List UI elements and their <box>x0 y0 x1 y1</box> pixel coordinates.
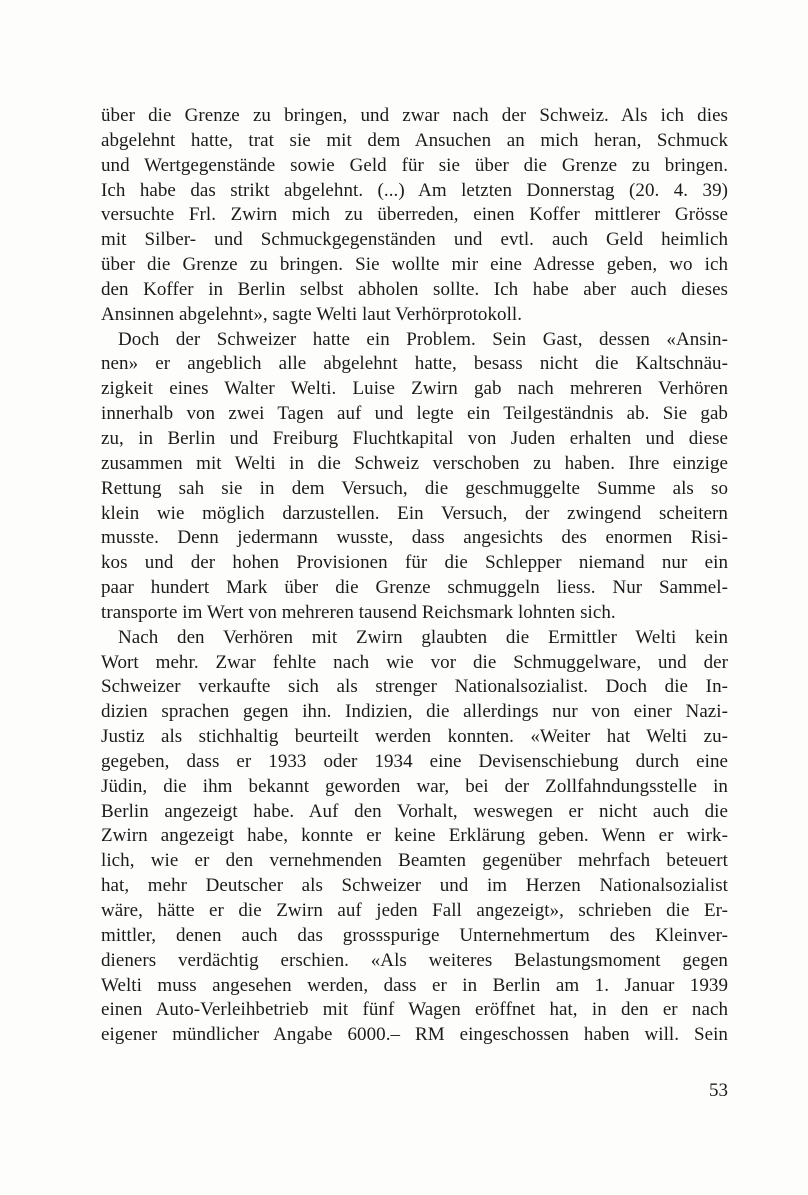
text-line: musste. Denn jedermann wusste, dass angesichts des enormen Risi- <box>101 527 728 549</box>
text-line: Justiz als stichhaltig beurteilt werden konnten. «Weiter hat Welti zu- <box>101 726 728 748</box>
text-line: Ansinnen abgelehnt», sagte Welti laut Verhörprotokoll. <box>101 303 523 325</box>
text-line: Rettung sah sie in dem Versuch, die geschmuggelte Summe als so <box>101 477 728 499</box>
text-line: Schweizer verkaufte sich als strenger Nationalsozialist. Doch die In- <box>101 676 728 698</box>
text-line: mit Silber- und Schmuckgegenständen und evtl. auch Geld heimlich <box>101 229 728 251</box>
text-line: zigkeit eines Walter Welti. Luise Zwirn gab nach mehreren Verhören <box>101 378 728 400</box>
text-line: eigener mündlicher Angabe 6000.– RM eingeschossen haben will. Sein <box>101 1024 728 1046</box>
text-line: Doch der Schweizer hatte ein Problem. Sein Gast, dessen «Ansin- <box>118 328 728 350</box>
page-number: 53 <box>709 1080 728 1101</box>
text-line: innerhalb von zwei Tagen auf und legte ein Teilgeständnis ab. Sie gab <box>101 403 728 425</box>
text-line: dizien sprachen gegen ihn. Indizien, die allerdings nur von einer Nazi- <box>101 701 728 723</box>
text-line: abgelehnt hatte, trat sie mit dem Ansuchen an mich heran, Schmuck <box>101 129 728 151</box>
text-line: transporte im Wert von mehreren tausend Reichsmark lohnten sich. <box>101 601 616 623</box>
text-line: versuchte Frl. Zwirn mich zu überreden, einen Koffer mittlerer Grösse <box>101 204 728 226</box>
text-line: paar hundert Mark über die Grenze schmuggeln liess. Nur Sammel- <box>101 577 728 599</box>
text-line: kos und der hohen Provisionen für die Schlepper niemand nur ein <box>101 552 728 574</box>
text-line: Berlin angezeigt habe. Auf den Vorhalt, weswegen er nicht auch die <box>101 800 728 822</box>
text-line: lich, wie er den vernehmenden Beamten gegenüber mehrfach beteuert <box>101 850 728 872</box>
text-line: nen» er angeblich alle abgelehnt hatte, besass nicht die Kaltschnäu- <box>101 353 728 375</box>
text-line: einen Auto-Verleihbetrieb mit fünf Wagen eröffnet hat, in den er nach <box>101 999 728 1021</box>
text-line: den Koffer in Berlin selbst abholen sollte. Ich habe aber auch dieses <box>101 278 728 300</box>
text-line: zusammen mit Welti in die Schweiz verschoben zu haben. Ihre einzige <box>101 452 728 474</box>
text-line: über die Grenze zu bringen. Sie wollte mir eine Adresse geben, wo ich <box>101 254 728 276</box>
text-line: Jüdin, die ihm bekannt geworden war, bei der Zollfahndungsstelle in <box>101 775 728 797</box>
text-line: Wort mehr. Zwar fehlte nach wie vor die Schmuggelware, und der <box>101 651 728 673</box>
text-line: wäre, hätte er die Zwirn auf jeden Fall angezeigt», schrieben die Er- <box>101 900 728 921</box>
text-line: Nach den Verhören mit Zwirn glaubten die Ermittler Welti kein <box>118 626 728 648</box>
body-text <box>101 104 728 1048</box>
paragraph-3 <box>101 626 728 1048</box>
text-line: mittler, denen auch das grossspurige Unternehmertum des Kleinver- <box>101 924 728 946</box>
text-line: klein wie möglich darzustellen. Ein Versuch, der zwingend scheitern <box>101 502 728 524</box>
paragraph-2 <box>101 328 728 626</box>
text-line: zu, in Berlin und Freiburg Fluchtkapital von Juden erhalten und diese <box>101 427 728 449</box>
text-line: Welti muss angesehen werden, dass er in Berlin am 1. Januar 1939 <box>101 974 728 996</box>
text-line: gegeben, dass er 1933 oder 1934 eine Devisenschiebung durch eine <box>101 750 728 772</box>
text-line: über die Grenze zu bringen, und zwar nach der Schweiz. Als ich dies <box>101 105 728 126</box>
text-line: Ich habe das strikt abgelehnt. (...) Am letzten Donnerstag (20. 4. 39) <box>101 179 728 201</box>
text-line: und Wertgegenstände sowie Geld für sie über die Grenze zu bringen. <box>101 154 728 176</box>
paragraph-1 <box>101 104 728 328</box>
text-line: hat, mehr Deutscher als Schweizer und im Herzen Nationalsozialist <box>101 875 728 897</box>
text-line: Zwirn angezeigt habe, konnte er keine Erklärung geben. Wenn er wirk- <box>101 825 728 847</box>
text-line: dieners verdächtig erschien. «Als weiteres Belastungsmoment gegen <box>101 949 728 971</box>
